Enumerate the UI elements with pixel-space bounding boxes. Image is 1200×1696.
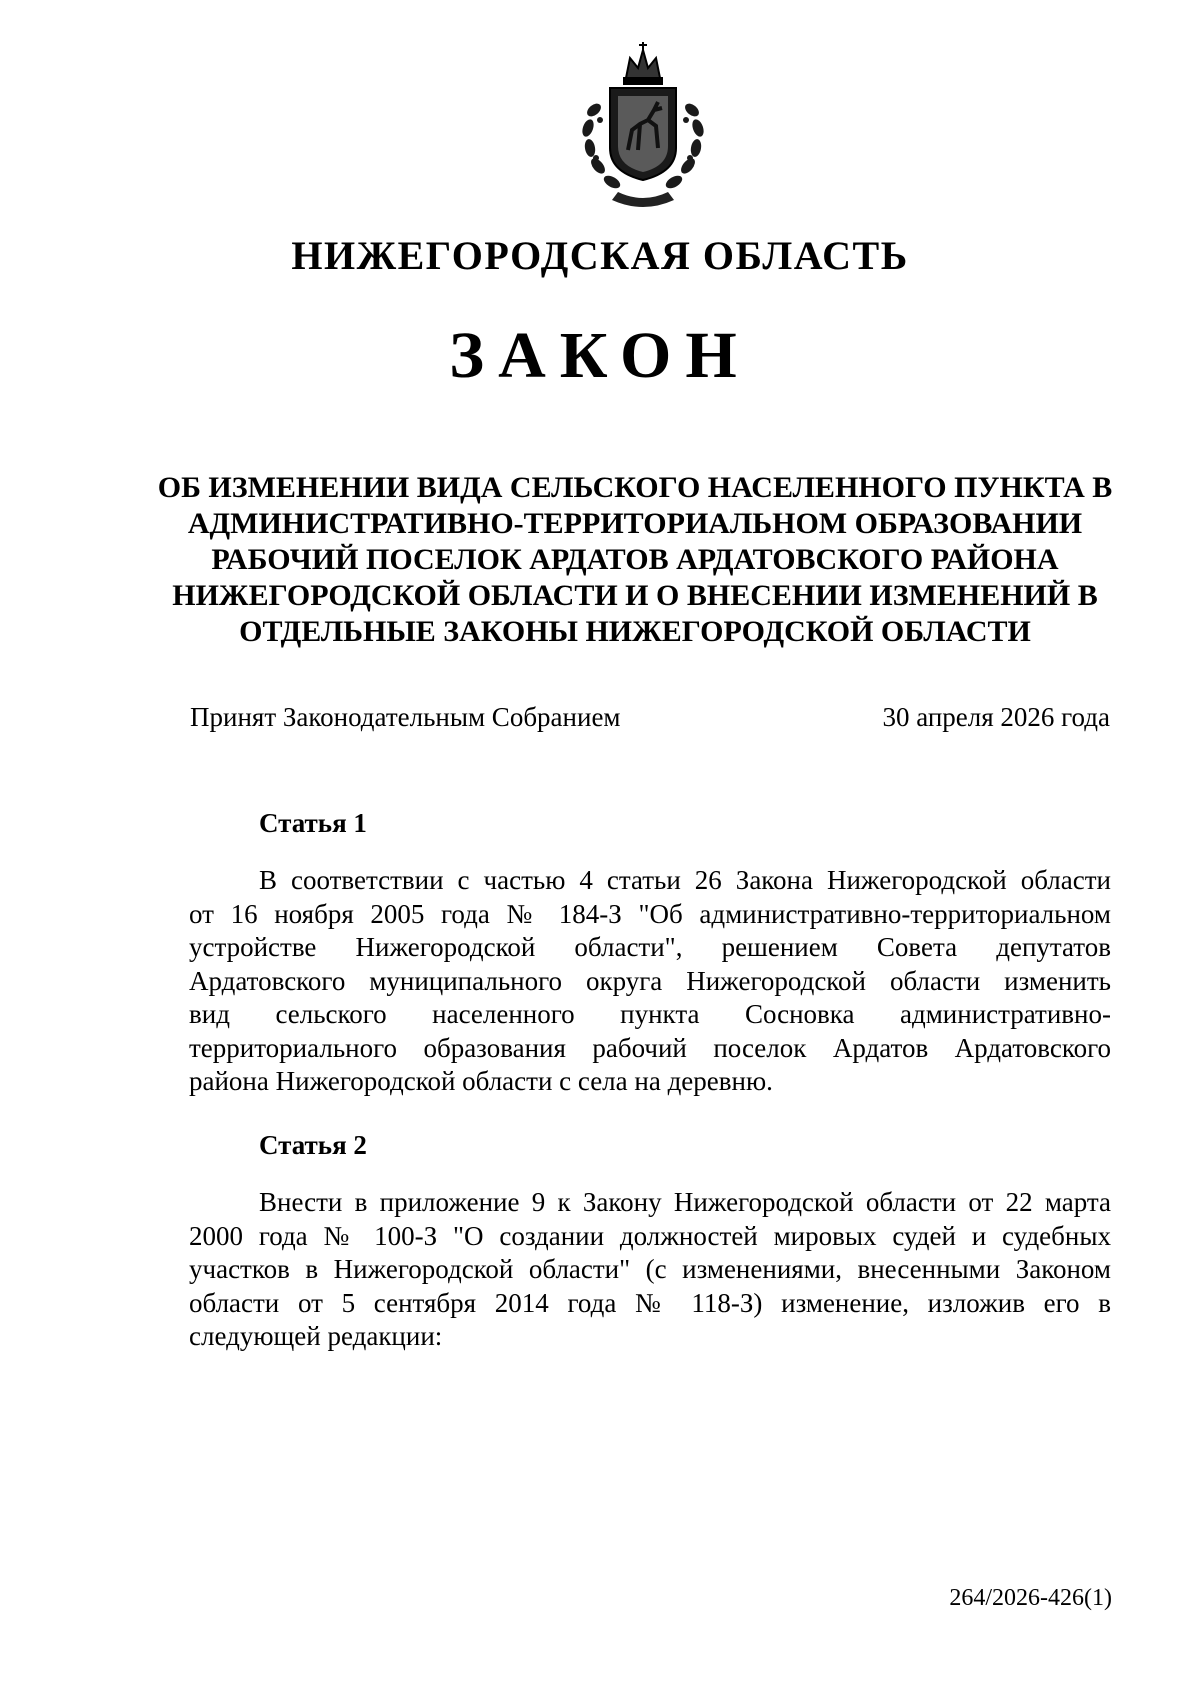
law-title-line: НИЖЕГОРОДСКОЙ ОБЛАСТИ И О ВНЕСЕНИИ ИЗМЕНЕНИЙ В bbox=[172, 579, 1098, 612]
text-line: от 16 ноября 2005 года № 184-З "Об административно-территориальном bbox=[189, 898, 1111, 929]
adoption-text: Принят Законодательным Собранием bbox=[190, 702, 621, 732]
document-number: 264/2026-426(1) bbox=[949, 1585, 1112, 1611]
text-line: вид сельского населенного пункта Сосновка административно- bbox=[189, 999, 1111, 1029]
article-2-text bbox=[189, 1186, 1111, 1354]
text-line: Ардатовского муниципального округа Нижегородской области изменить bbox=[189, 965, 1111, 996]
adoption-line bbox=[190, 702, 1110, 733]
text-line: следующей редакции: bbox=[189, 1321, 443, 1351]
text-line: участков в Нижегородской области" (с изменениями, внесенными Законом bbox=[189, 1254, 1111, 1284]
article-1-heading: Статья 1 bbox=[259, 808, 367, 838]
text-line: области от 5 сентября 2014 года № 118-З) изменение, изложив его в bbox=[189, 1287, 1111, 1318]
law-title bbox=[150, 470, 1120, 650]
law-title-line: АДМИНИСТРАТИВНО-ТЕРРИТОРИАЛЬНОМ ОБРАЗОВАНИИ bbox=[187, 507, 1083, 540]
article-1-text bbox=[189, 864, 1111, 1099]
text-line: 2000 года № 100-З "О создании должностей мировых судей и судебных bbox=[189, 1220, 1111, 1251]
law-title-line: РАБОЧИЙ ПОСЕЛОК АРДАТОВ АРДАТОВСКОГО РАЙОНА bbox=[211, 543, 1059, 576]
text-line: территориального образования рабочий поселок Ардатов Ардатовского bbox=[189, 1032, 1111, 1063]
text-line: В соответствии с частью 4 статьи 26 Закона Нижегородской области bbox=[259, 865, 1111, 895]
law-title-line: ОТДЕЛЬНЫЕ ЗАКОНЫ НИЖЕГОРОДСКОЙ ОБЛАСТИ bbox=[239, 615, 1031, 648]
text-line: устройстве Нижегородской области", решением Совета депутатов bbox=[189, 932, 1111, 962]
article-2-heading: Статья 2 bbox=[259, 1130, 367, 1160]
text-line: района Нижегородской области с села на деревню. bbox=[189, 1066, 773, 1096]
law-title-line: ОБ ИЗМЕНЕНИИ ВИДА СЕЛЬСКОГО НАСЕЛЕННОГО ПУНКТА В bbox=[157, 471, 1113, 504]
coat-of-arms-emblem bbox=[548, 40, 738, 220]
document-type: ЗАКОН bbox=[449, 319, 751, 392]
adoption-date: 30 апреля 2026 года bbox=[882, 702, 1110, 732]
region-name: НИЖЕГОРОДСКАЯ ОБЛАСТЬ bbox=[291, 233, 909, 278]
text-line: Внести в приложение 9 к Закону Нижегородской области от 22 марта bbox=[259, 1187, 1111, 1217]
